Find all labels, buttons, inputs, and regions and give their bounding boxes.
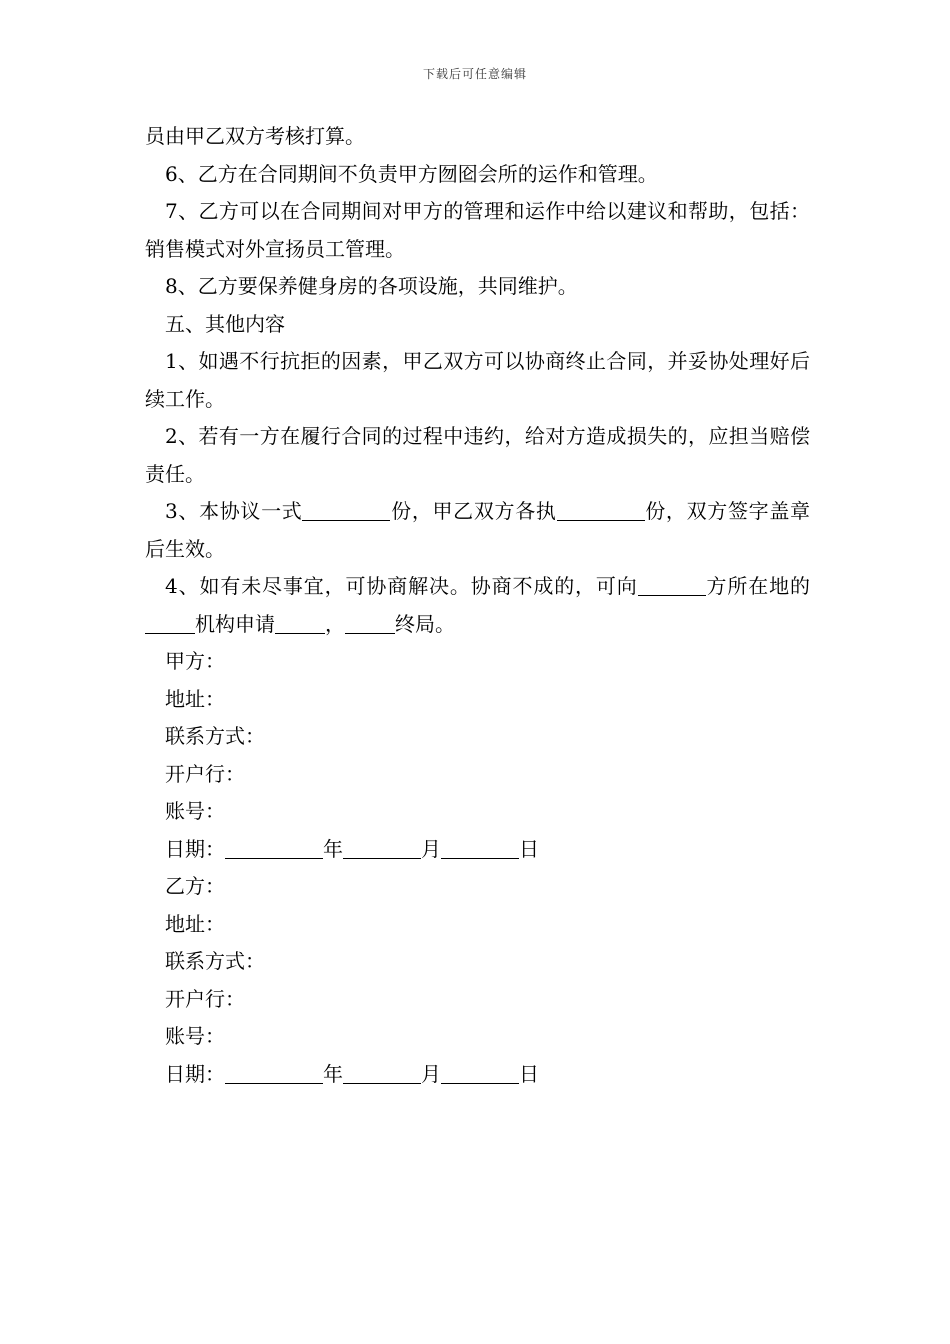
clause-4-text-b: 方所在地的 <box>705 574 811 598</box>
other-clause-1: 1、如遇不行抗拒的因素，甲乙双方可以协商终止合同，并妥协处理好后续工作。 <box>145 349 810 411</box>
day-label: 日 <box>519 836 539 861</box>
party-b-date <box>145 1056 810 1094</box>
clause-4-text-e: 终局。 <box>395 611 455 636</box>
party-b-label: 乙方： <box>165 874 225 898</box>
month-label: 月 <box>421 1061 441 1086</box>
document-body <box>145 118 810 1093</box>
month-blank[interactable] <box>343 838 421 859</box>
day-blank[interactable] <box>441 838 519 859</box>
party-a-address: 地址： <box>165 686 225 711</box>
other-clause-3 <box>145 493 810 568</box>
clause-4-text-d: ， <box>325 611 345 636</box>
year-blank[interactable] <box>225 1063 323 1084</box>
clause-3-text-a: 3、本协议一式 <box>165 499 303 523</box>
section-5-heading: 五、其他内容 <box>165 311 285 336</box>
copies-total-blank[interactable] <box>302 500 390 521</box>
copies-each-blank[interactable] <box>557 500 645 521</box>
clause-3-text-c: 份，双方签字盖章后生效。 <box>145 499 810 561</box>
other-clause-2: 2、若有一方在履行合同的过程中违约，给对方造成损失的，应担当赔偿责任。 <box>145 424 810 486</box>
date-label: 日期： <box>165 1061 225 1086</box>
month-blank[interactable] <box>343 1063 421 1084</box>
party-a-account: 账号： <box>165 799 225 823</box>
page-header-note: 下载后可任意编辑 <box>422 67 527 81</box>
party-b-account: 账号： <box>165 1024 225 1048</box>
party-blank[interactable] <box>638 575 706 596</box>
ruling-blank[interactable] <box>345 613 395 634</box>
date-label: 日期： <box>165 836 225 861</box>
party-b-contact: 联系方式： <box>165 949 265 973</box>
institution-blank[interactable] <box>275 613 325 634</box>
party-a-contact: 联系方式： <box>165 724 265 748</box>
clause-8: 8、乙方要保养健身房的各项设施，共同维护。 <box>165 274 578 298</box>
party-a-date <box>145 831 810 869</box>
other-clause-4 <box>145 568 810 643</box>
day-label: 日 <box>519 1061 539 1086</box>
party-a-label: 甲方： <box>165 649 225 673</box>
year-label: 年 <box>323 836 343 861</box>
party-b-bank: 开户行： <box>165 986 245 1011</box>
location-blank[interactable] <box>145 613 195 634</box>
paragraph-continuation: 员由甲乙双方考核打算。 <box>145 124 365 148</box>
year-blank[interactable] <box>225 838 323 859</box>
clause-4-text-a: 4、如有未尽事宜，可协商解决。协商不成的，可向 <box>165 574 638 598</box>
clause-7: 7、乙方可以在合同期间对甲方的管理和运作中给以建议和帮助，包括：销售模式对外宣扬员工管理。 <box>145 199 810 261</box>
party-a-bank: 开户行： <box>165 761 245 786</box>
clause-4-text-c: 机构申请 <box>195 611 275 636</box>
party-b-address: 地址： <box>165 911 225 936</box>
day-blank[interactable] <box>441 1063 519 1084</box>
clause-6: 6、乙方在合同期间不负责甲方囫囵会所的运作和管理。 <box>165 161 658 186</box>
month-label: 月 <box>421 836 441 861</box>
year-label: 年 <box>323 1061 343 1086</box>
clause-3-text-b: 份，甲乙双方各执 <box>390 499 557 523</box>
